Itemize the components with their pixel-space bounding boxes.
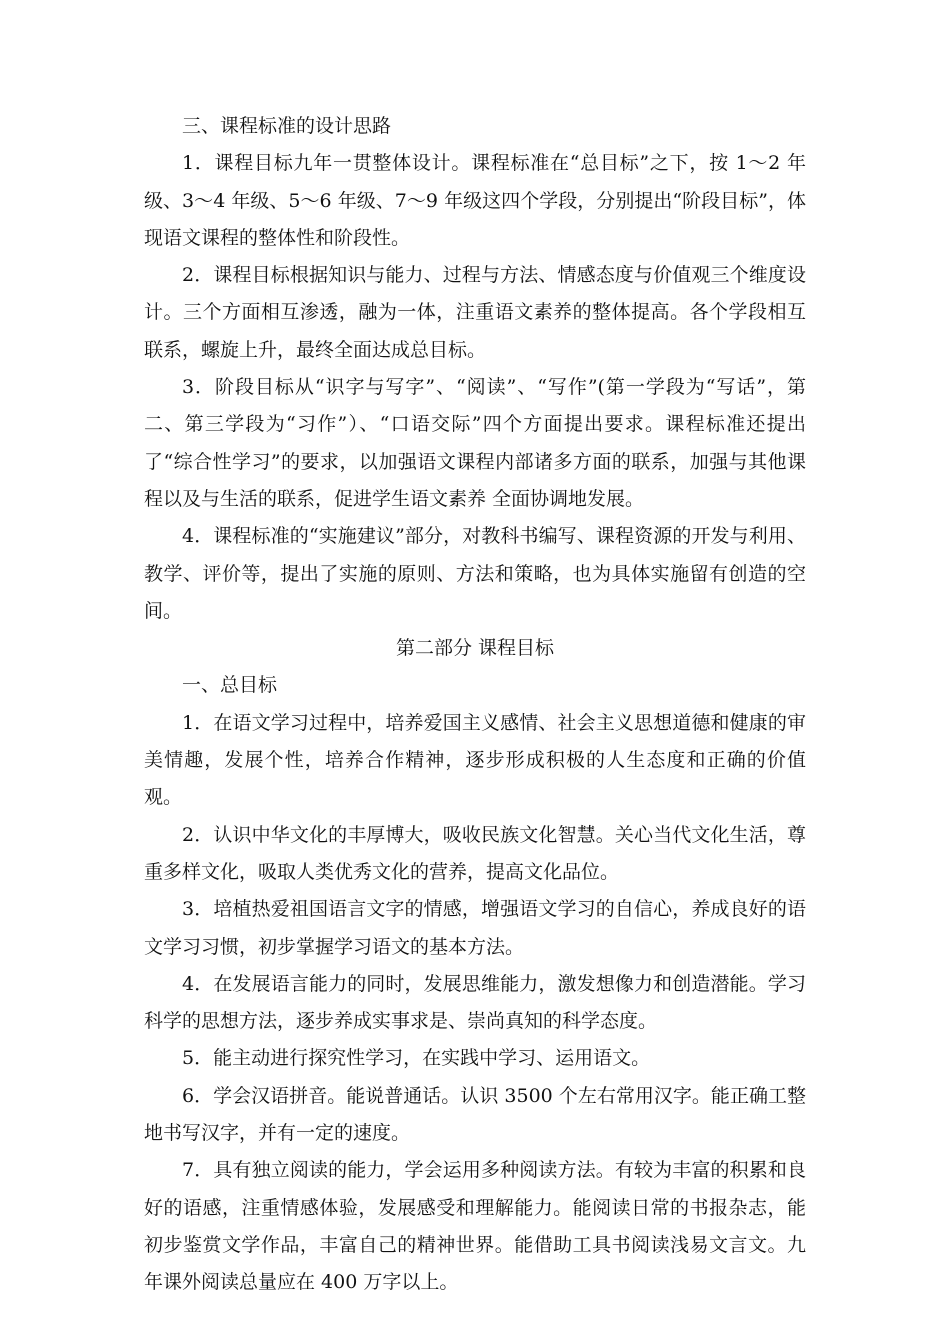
paragraph-goal-7: 7．具有独立阅读的能力，学会运用多种阅读方法。有较为丰富的积累和良好的语感，注重情感体验，发展感受和理解能力。能阅读日常的书报杂志，能初步鉴赏文学作品，丰富自己的精神世界。能借助工具书阅读浅易文言文。九年课外阅读总量应在 400 万字以上。	[144, 1159, 806, 1294]
paragraph-goal-1: 1．在语文学习过程中，培养爱国主义感情、社会主义思想道德和健康的审美情趣，发展个性，培养合作精神，逐步形成积极的人生态度和正确的价值观。	[144, 711, 806, 809]
paragraph-design-1: 1．课程目标九年一贯整体设计。课程标准在“总目标”之下，按 1～2 年级、3～4 年级、5～6 年级、7～9 年级这四个学段，分别提出“阶段目标”，体现语文课程的整体性和阶段性。	[144, 152, 806, 249]
paragraph-goal-6: 6．学会汉语拼音。能说普通话。认识 3500 个左右常用汉字。能正确工整地书写汉字，并有一定的速度。	[144, 1084, 806, 1145]
section-heading-overall-goals: 一、总目标	[182, 674, 278, 697]
paragraph-design-2: 2．课程目标根据知识与能力、过程与方法、情感态度与价值观三个维度设计。三个方面相互渗透，融为一体，注重语文素养的整体提高。各个学段相互联系，螺旋上升，最终全面达成总目标。	[144, 264, 806, 361]
paragraph-goal-5: 5．能主动进行探究性学习，在实践中学习、运用语文。	[182, 1047, 651, 1070]
section-heading-design-ideas: 三、课程标准的设计思路	[182, 115, 392, 137]
part-title-course-goals: 第二部分 课程目标	[395, 637, 555, 660]
paragraph-goal-2: 2．认识中华文化的丰厚博大，吸收民族文化智慧。关心当代文化生活，尊重多样文化，吸取人类优秀文化的营养，提高文化品位。	[144, 823, 806, 883]
document-body	[144, 108, 806, 1302]
paragraph-design-3: 3．阶段目标从“识字与写字”、“阅读”、“写作”(第一学段为“写话”，第二、第三学段为“习作”）、“口语交际”四个方面提出要求。课程标准还提出了“综合性学习”的要求，以加强语文课程内部诸多方面的联系，加强与其他课程以及与生活的联系，促进学生语文素养 全面协调地发展。	[144, 376, 806, 510]
paragraph-design-4: 4．课程标准的“实施建议”部分，对教科书编写、课程资源的开发与利用、教学、评价等，提出了实施的原则、方法和策略，也为具体实施留有创造的空间。	[144, 525, 806, 622]
paragraph-goal-3: 3．培植热爱祖国语言文字的情感，增强语文学习的自信心，养成良好的语文学习习惯，初步掌握学习语文的基本方法。	[144, 898, 806, 958]
paragraph-goal-4: 4．在发展语言能力的同时，发展思维能力，激发想像力和创造潜能。学习科学的思想方法，逐步养成实事求是、崇尚真知的科学态度。	[144, 972, 806, 1033]
